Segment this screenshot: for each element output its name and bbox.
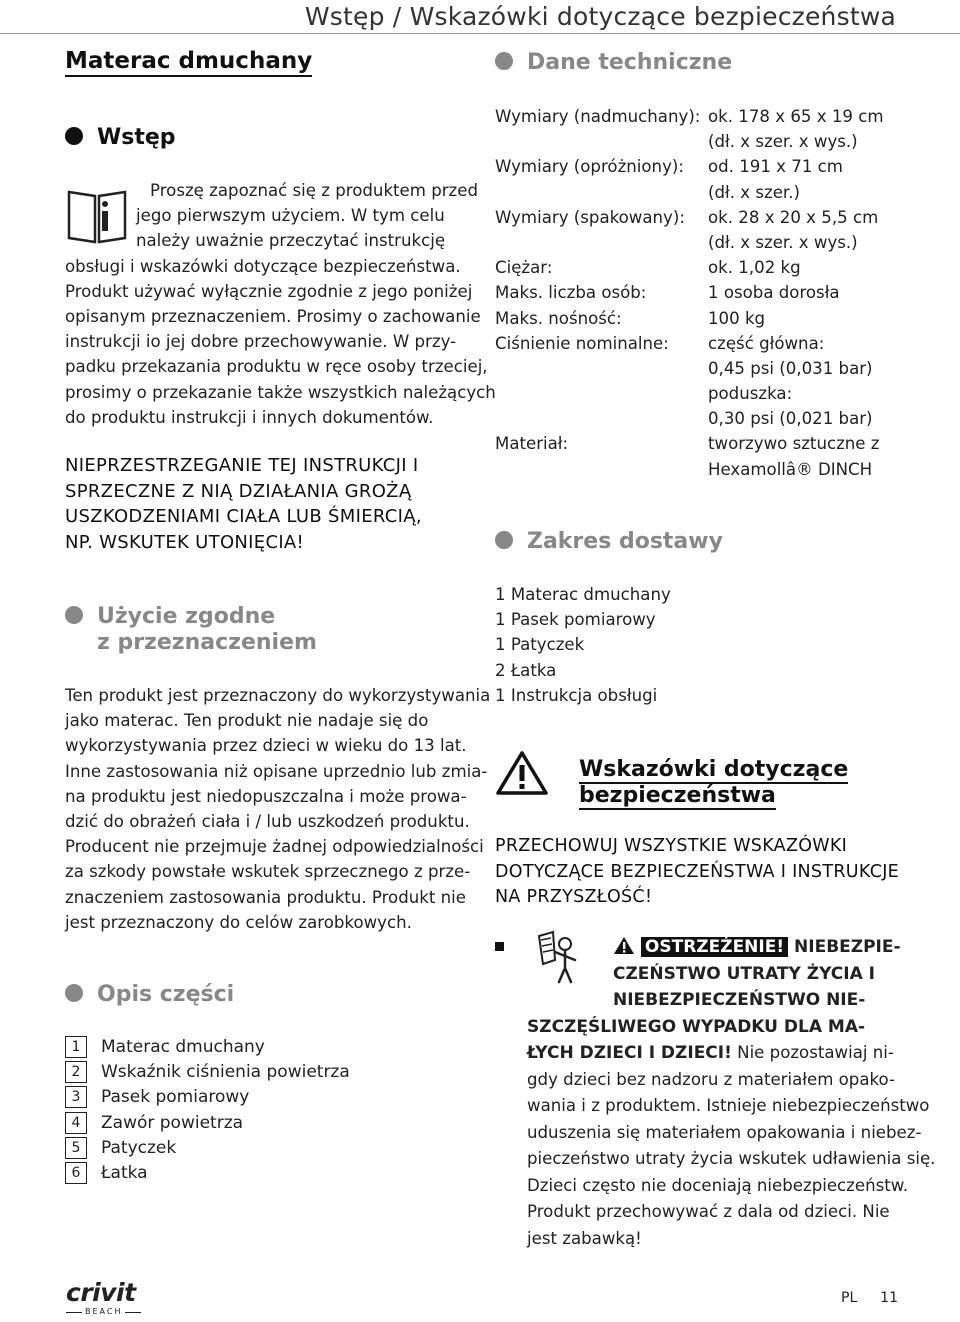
intro-line: opisanym przeznaczeniem. Prosimy o zachowanie [65,307,481,327]
list-item: 2 Wskaźnik ciśnienia powietrza [65,1060,350,1085]
list-item: 6 Łatka [65,1161,350,1186]
warning-line: NIEPRZESTRZEGANIE TEJ INSTRUKCJI I [65,455,419,476]
warning-small-icon [613,936,635,955]
table-row: Hexamollâ® DINCH [708,459,873,479]
intro-line: prosimy o przekazanie także wszystkich należących [65,382,496,402]
bullet-icon [65,127,83,145]
list-item: 1 Materac dmuchany [495,585,671,604]
table-row: Ciśnienie nominalne: część główna: [495,333,825,353]
use-line: Inne zastosowania niż opisane uprzednio lub zmia- [65,761,488,781]
intro-line: należy uważnie przeczytać instrukcję [136,231,446,251]
tech-data-table [495,104,915,482]
use-line: na produktu jest niedopuszczalna i może prowa- [65,786,467,806]
part-number: 1 [65,1036,87,1058]
bullet-icon [65,606,83,624]
child-warning-block: OSTRZEŻENIE! NIEBEZPIE- CZEŃSTWO UTRATY ŻYCIA I NIEBEZPIECZEŃSTWO NIE- SZCZĘŚLIWEGO WYPADKU DLA MA- ŁYCH DZIECI I DZIECI! Nie pozostawiaj ni- gdy dzieci bez nadzoru z materiałem opako- wania i z produktem. Istnieje niebezpieczeństwo uduszenia się materiałem opakowania i niebez- pieczeństwo utraty życia wskutek udławienia się. Dzieci często nie doceniają niebezpieczeństw. Produkt przechowywać z dala od dzieci. Nie jest zabawką! [527,937,936,1248]
intro-line: obsługi i wskazówki dotyczące bezpieczeństwa. [65,256,461,276]
list-item: 3 Pasek pomiarowy [65,1085,350,1110]
intro-line: Proszę zapoznać się z produktem przed [150,181,479,200]
intro-line: Produkt używać wyłącznie zgodnie z jego poniżej [65,281,473,301]
intro-line: do produktu instrukcji i innych dokumentów. [65,407,434,427]
table-row: (dł. x szer. x wys.) [708,132,858,152]
table-row: Materiał: tworzywo sztuczne z [495,434,880,454]
parts-heading: Opis części [65,982,234,1007]
part-number: 2 [65,1061,87,1083]
use-line: Ten produkt jest przeznaczony do wykorzystywania [65,686,491,705]
intro-warning [65,453,422,555]
intro-line: jego pierwszym użyciem. W tym celu [136,206,445,226]
warning-triangle-icon [496,750,548,796]
tech-data-heading: Dane techniczne [495,50,732,75]
use-line: za szkody powstałe wskutek sprzecznego z prze- [65,862,471,882]
caps-line: NA PRZYSZŁOŚĆ! [495,887,653,907]
use-line: jest przeznaczony do celów zarobkowych. [65,912,412,932]
list-item: 5 Patyczek [65,1136,350,1161]
table-row: Wymiary (opróżniony): od. 191 x 71 cm [495,157,843,177]
table-row: Wymiary (spakowany): ok. 28 x 20 x 5,5 cm [495,207,879,227]
caps-line: PRZECHOWUJ WSZYSTKIE WSKAZÓWKI [495,836,848,856]
bullet-icon [495,52,513,70]
table-row: Maks. liczba osób: 1 osoba dorosła [495,283,840,303]
table-row: (dł. x szer. x wys.) [708,232,858,252]
intended-use-paragraph [65,683,490,935]
parts-list [65,1035,350,1186]
use-line: jako materac. Ten produkt nie nadaje się do [65,711,429,731]
document-title: Materac dmuchany [65,48,312,77]
part-number: 6 [65,1162,87,1184]
warning-line: SPRZECZNE Z NIĄ DZIAŁANIA GROŻĄ [65,480,412,502]
warning-line: USZKODZENIAMI CIAŁA LUB ŚMIERCIĄ, [65,506,422,527]
use-line: Producent nie przejmuje żadnej odpowiedzialności [65,837,484,857]
list-item: 1 Materac dmuchany [65,1035,350,1060]
page-number: 11 [880,1290,898,1306]
use-line: dzić do obrażeń ciała i / lub uszkodzeń produktu. [65,812,470,832]
page-footer [841,1290,898,1306]
language-code: PL [841,1290,858,1306]
intro-line: instrukcji io jej dobre przechowywanie. W przy- [65,332,457,352]
delivery-list [495,582,671,708]
table-row: 0,30 psi (0,021 bar) [708,409,873,429]
part-number: 3 [65,1086,87,1108]
delivery-heading: Zakres dostawy [495,529,723,554]
table-row: Wymiary (nadmuchany): ok. 178 x 65 x 19 cm [495,107,884,126]
table-row: Maks. nośność: 100 kg [495,308,766,328]
table-row: Ciężar: ok. 1,02 kg [495,258,801,278]
warning-label: OSTRZEŻENIE! [641,937,788,957]
page-header-title: Wstęp / Wskazówki dotyczące bezpieczeństwa [304,2,896,31]
list-item: 2 Łatka [495,660,557,680]
list-item: 4 Zawór powietrza [65,1111,350,1136]
intended-use-heading: Użycie zgodne z przeznaczeniem [65,604,317,656]
use-line: znaczeniem zastosowania produktu. Produkt nie [65,887,466,907]
table-row: 0,45 psi (0,031 bar) [708,358,873,378]
header-divider [0,33,960,34]
table-row: poduszka: [708,384,793,404]
caps-line: DOTYCZĄCE BEZPIECZEŃSTWA I INSTRUKCJE [495,861,900,882]
intro-line: padku przekazania produktu w ręce osoby trzeciej, [65,357,488,377]
safety-caps-note [495,834,899,911]
intro-heading: Wstęp [65,125,176,150]
square-bullet-icon [495,942,504,951]
part-number: 4 [65,1112,87,1134]
intro-paragraph [65,178,496,430]
table-row: (dł. x szer.) [708,182,800,202]
use-line: wykorzystywania przez dzieci w wieku do 13 lat. [65,736,467,756]
list-item: 1 Patyczek [495,635,585,655]
list-item: 1 Pasek pomiarowy [495,610,656,630]
crivit-beach-logo: crivit BEACH [66,1279,146,1321]
safety-heading: Wskazówki dotyczące bezpieczeństwa [579,757,849,808]
part-number: 5 [65,1137,87,1159]
bullet-icon [495,531,513,549]
bullet-icon [65,984,83,1002]
list-item: 1 Instrukcja obsługi [495,685,658,705]
warning-line: NP. WSKUTEK UTONIĘCIA! [65,531,305,553]
